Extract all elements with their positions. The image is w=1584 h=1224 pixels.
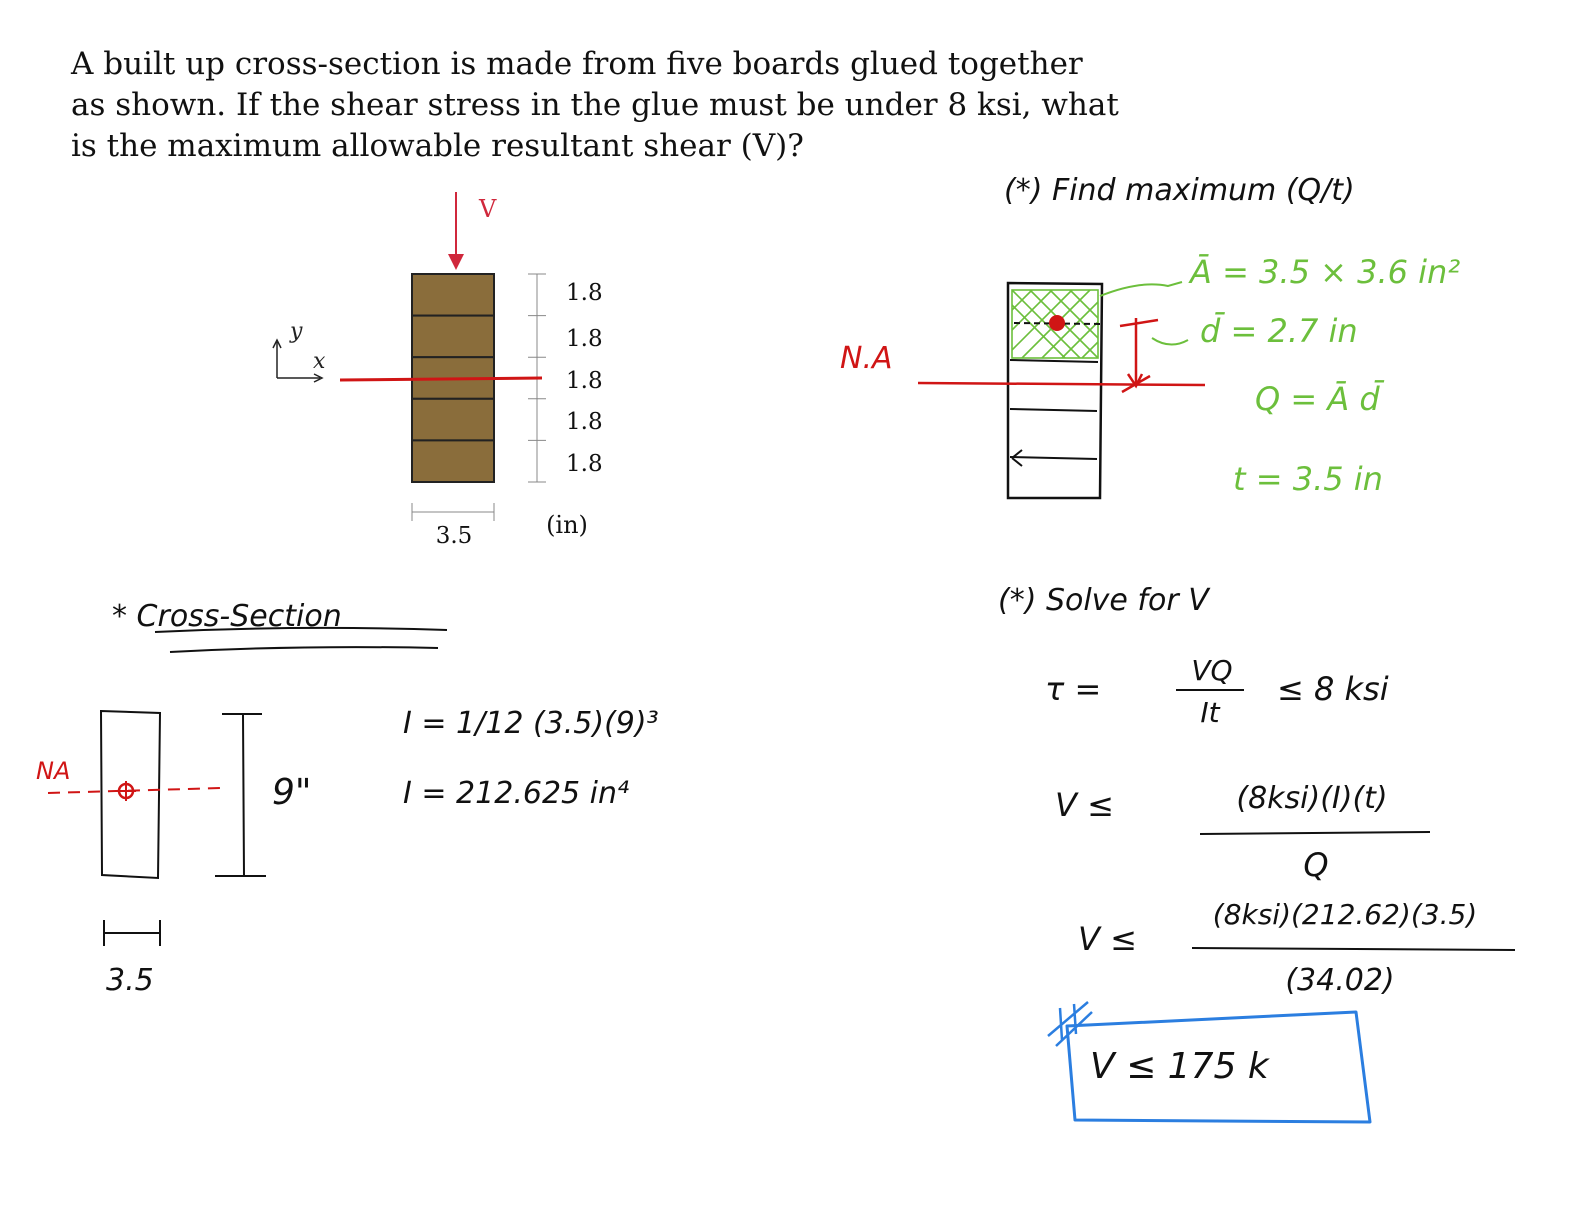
v2-denominator: (34.02) xyxy=(1285,963,1395,998)
fraction-bar xyxy=(1192,948,1515,950)
section-height-label: 9" xyxy=(272,772,312,813)
area-centroid-dot xyxy=(1049,315,1065,331)
board-dividers xyxy=(1010,360,1098,459)
area-value: Ā = 3.5 × 3.6 in² xyxy=(1190,253,1461,291)
given-figure xyxy=(273,192,603,549)
tau-lhs: τ = xyxy=(1045,670,1102,708)
load-label: V xyxy=(479,195,497,223)
find-q-work xyxy=(840,173,1460,498)
board xyxy=(412,440,494,482)
v-numerator: (8ksi)(I)(t) xyxy=(1236,781,1388,816)
width-dimension-mark xyxy=(104,920,160,946)
q-formula: Q = Ā d̄ xyxy=(1255,380,1380,418)
board-height-label: 1.8 xyxy=(566,451,603,477)
inertia-result: I = 212.625 in⁴ xyxy=(403,776,630,811)
cross-section-heading: * Cross-Section xyxy=(112,599,342,634)
section-rectangle xyxy=(101,711,160,878)
section-width-label: 3.5 xyxy=(106,963,154,998)
centroid-marker xyxy=(116,781,136,801)
height-dimension-mark xyxy=(215,714,266,876)
width-dimension xyxy=(412,503,494,521)
thickness-value: t = 3.5 in xyxy=(1233,460,1383,498)
board-height-label: 1.8 xyxy=(566,368,603,394)
problem-line-2: as shown. If the shear stress in the glue must be under 8 ksi, what xyxy=(71,87,1119,123)
load-arrow-head xyxy=(448,254,464,270)
area-leader xyxy=(1100,282,1182,296)
heading-underline xyxy=(170,647,438,652)
v2-numerator: (8ksi)(212.62)(3.5) xyxy=(1212,898,1478,931)
find-q-heading: (*) Find maximum (Q/t) xyxy=(1004,173,1355,208)
distance-value: d̄ = 2.7 in xyxy=(1200,312,1358,350)
board xyxy=(412,316,494,358)
board-height-label: 1.8 xyxy=(566,409,603,435)
na-label: NA xyxy=(36,757,71,785)
v-lhs: V ≤ xyxy=(1055,786,1114,824)
v-denominator: Q xyxy=(1303,846,1329,884)
na-line-right xyxy=(918,383,1205,385)
problem-line-1: A built up cross-section is made from five boards glued together xyxy=(71,46,1083,82)
width-label: 3.5 xyxy=(435,523,473,549)
distance-dimension xyxy=(1120,318,1158,392)
tau-rhs: ≤ 8 ksi xyxy=(1277,670,1389,708)
v2-lhs: V ≤ xyxy=(1078,920,1137,958)
fraction-bar xyxy=(1200,832,1430,834)
board xyxy=(412,399,494,441)
solve-work xyxy=(998,583,1515,1122)
problem-line-3: is the maximum allowable resultant shear (V)? xyxy=(71,128,804,164)
board xyxy=(412,274,494,316)
inertia-formula: I = 1/12 (3.5)(9)³ xyxy=(403,706,659,741)
units-label: (in) xyxy=(546,511,588,539)
neutral-axis-line xyxy=(340,378,542,380)
solve-heading: (*) Solve for V xyxy=(998,583,1209,618)
tau-denominator: It xyxy=(1200,696,1220,729)
board-height-label: 1.8 xyxy=(566,326,603,352)
final-answer: V ≤ 175 k xyxy=(1090,1046,1269,1087)
distance-leader xyxy=(1152,338,1188,345)
axis-x-label: x xyxy=(313,349,326,374)
axis-y-label: y xyxy=(290,319,303,344)
na-label-right: N.A xyxy=(840,341,893,376)
board-height-label: 1.8 xyxy=(566,280,603,306)
tau-numerator: VQ xyxy=(1191,654,1233,687)
cross-section-work xyxy=(36,599,659,998)
